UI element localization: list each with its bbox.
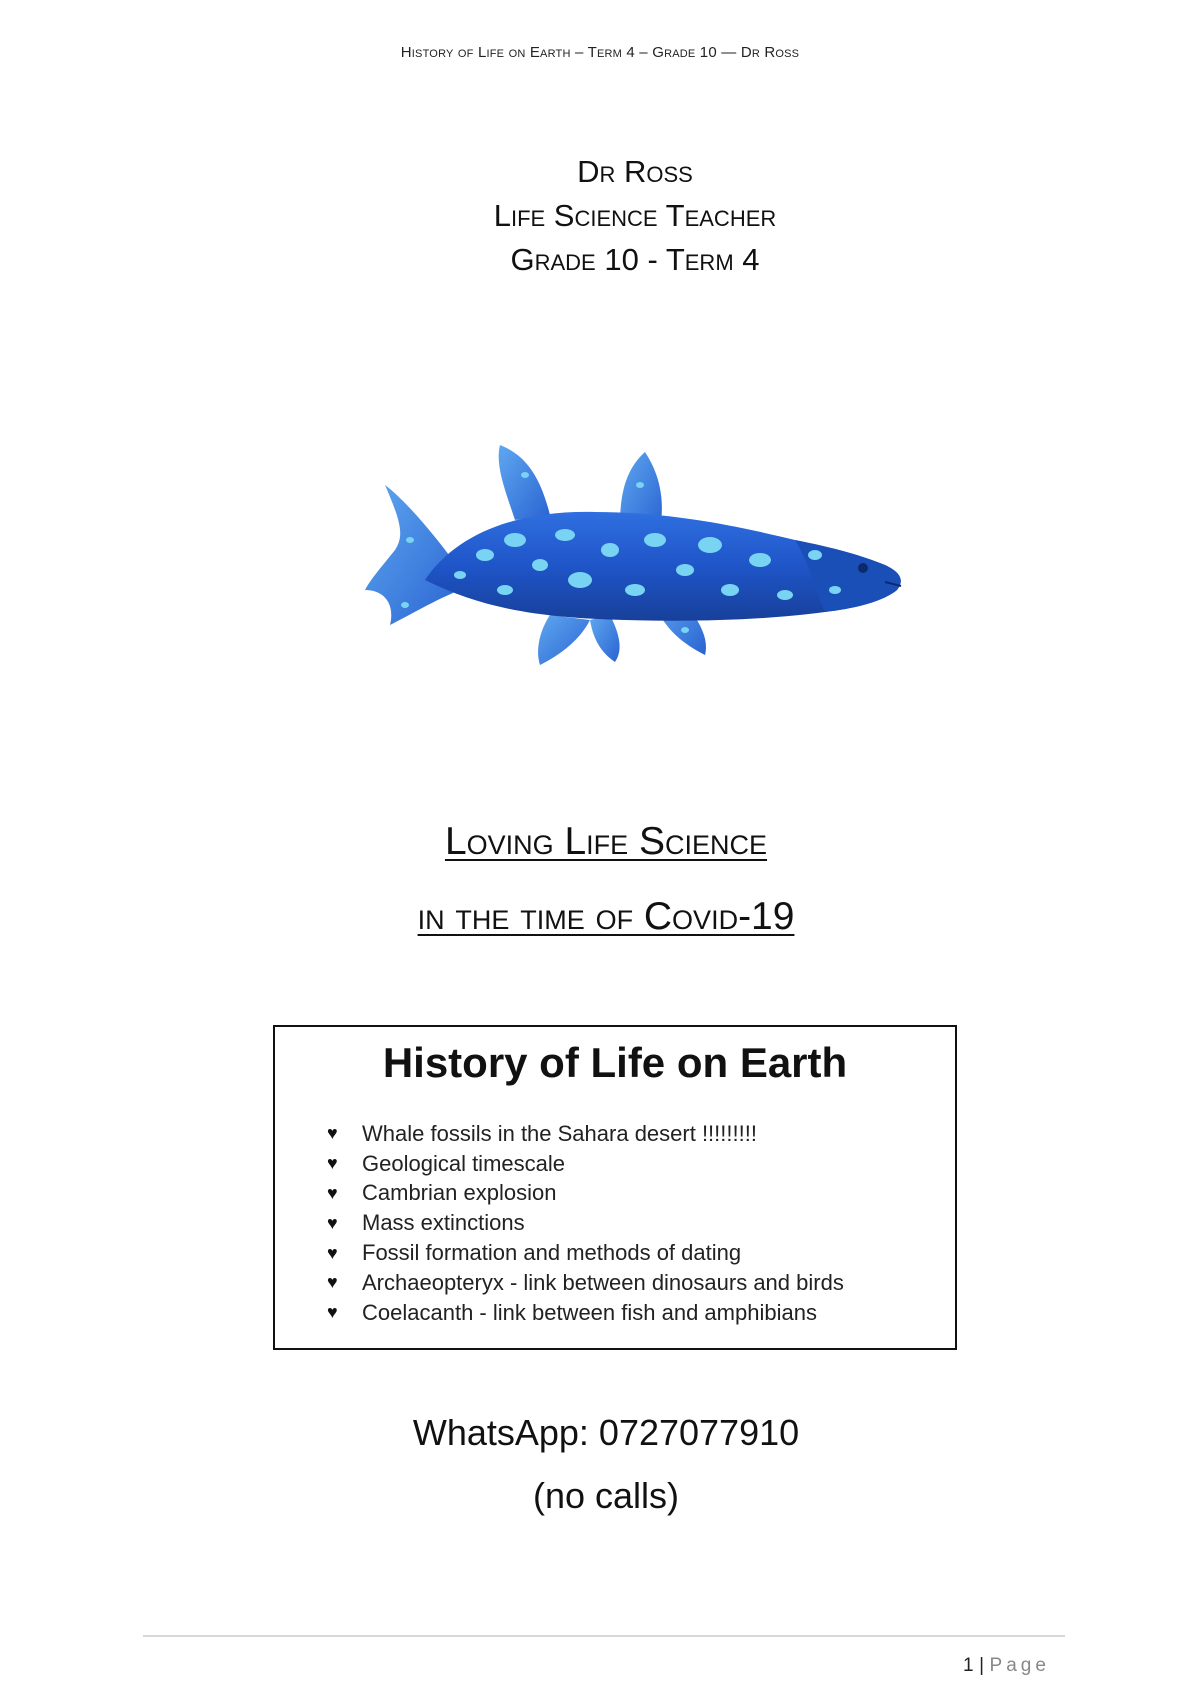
list-item [327,1179,844,1209]
footer-divider [143,1635,1065,1637]
pelvic-fin [590,615,620,662]
contact-note: (no calls) [532,1475,680,1516]
list-item [327,1298,844,1328]
dorsal-fin-front [499,445,550,520]
list-item [327,1119,844,1149]
topic-box [273,1025,957,1350]
heart-bullet-icon: ♥ [327,1302,338,1323]
heart-bullet-icon: ♥ [327,1123,338,1144]
whatsapp-contact: WhatsApp: 0727077910 [412,1412,800,1453]
list-item [327,1208,844,1238]
author-block [0,150,1200,282]
tail-fin [365,485,460,625]
author-name: Dr Ross [577,154,693,189]
fish-eye [858,563,868,573]
page-number-value: 1 [963,1655,975,1676]
list-item-text: Archaeopteryx - link between dinosaurs and birds [362,1269,844,1295]
list-item-text: Cambrian explosion [362,1180,557,1206]
list-item-text: Whale fossils in the Sahara desert !!!!!!!!! [362,1120,757,1146]
list-item [327,1149,844,1179]
anal-fin [538,615,590,665]
list-item [327,1238,844,1268]
course-info: Grade 10 - Term 4 [510,242,760,277]
list-item [327,1268,844,1298]
list-item-text: Coelacanth - link between fish and amphibians [362,1299,817,1325]
page-label: Page [989,1655,1050,1676]
subtitle-line-2: in the time of Covid-19 [417,895,795,938]
author-role: Life Science Teacher [493,198,777,233]
page-number-separator: | [979,1655,985,1676]
coelacanth-fish-illustration [365,440,910,700]
heart-bullet-icon: ♥ [327,1212,338,1233]
list-item-text: Fossil formation and methods of dating [362,1240,742,1266]
list-item-text: Mass extinctions [362,1210,525,1236]
topic-title: History of Life on Earth [382,1039,848,1086]
list-item-text: Geological timescale [362,1150,565,1176]
heart-bullet-icon: ♥ [327,1182,338,1203]
topic-list [327,1119,844,1328]
running-header: History of Life on Earth – Term 4 – Grade 10 — Dr Ross [400,44,800,61]
subtitle-line-1: Loving Life Science [444,820,768,863]
heart-bullet-icon: ♥ [327,1272,338,1293]
heart-bullet-icon: ♥ [327,1153,338,1174]
heart-bullet-icon: ♥ [327,1242,338,1263]
page-number [963,1655,1050,1677]
